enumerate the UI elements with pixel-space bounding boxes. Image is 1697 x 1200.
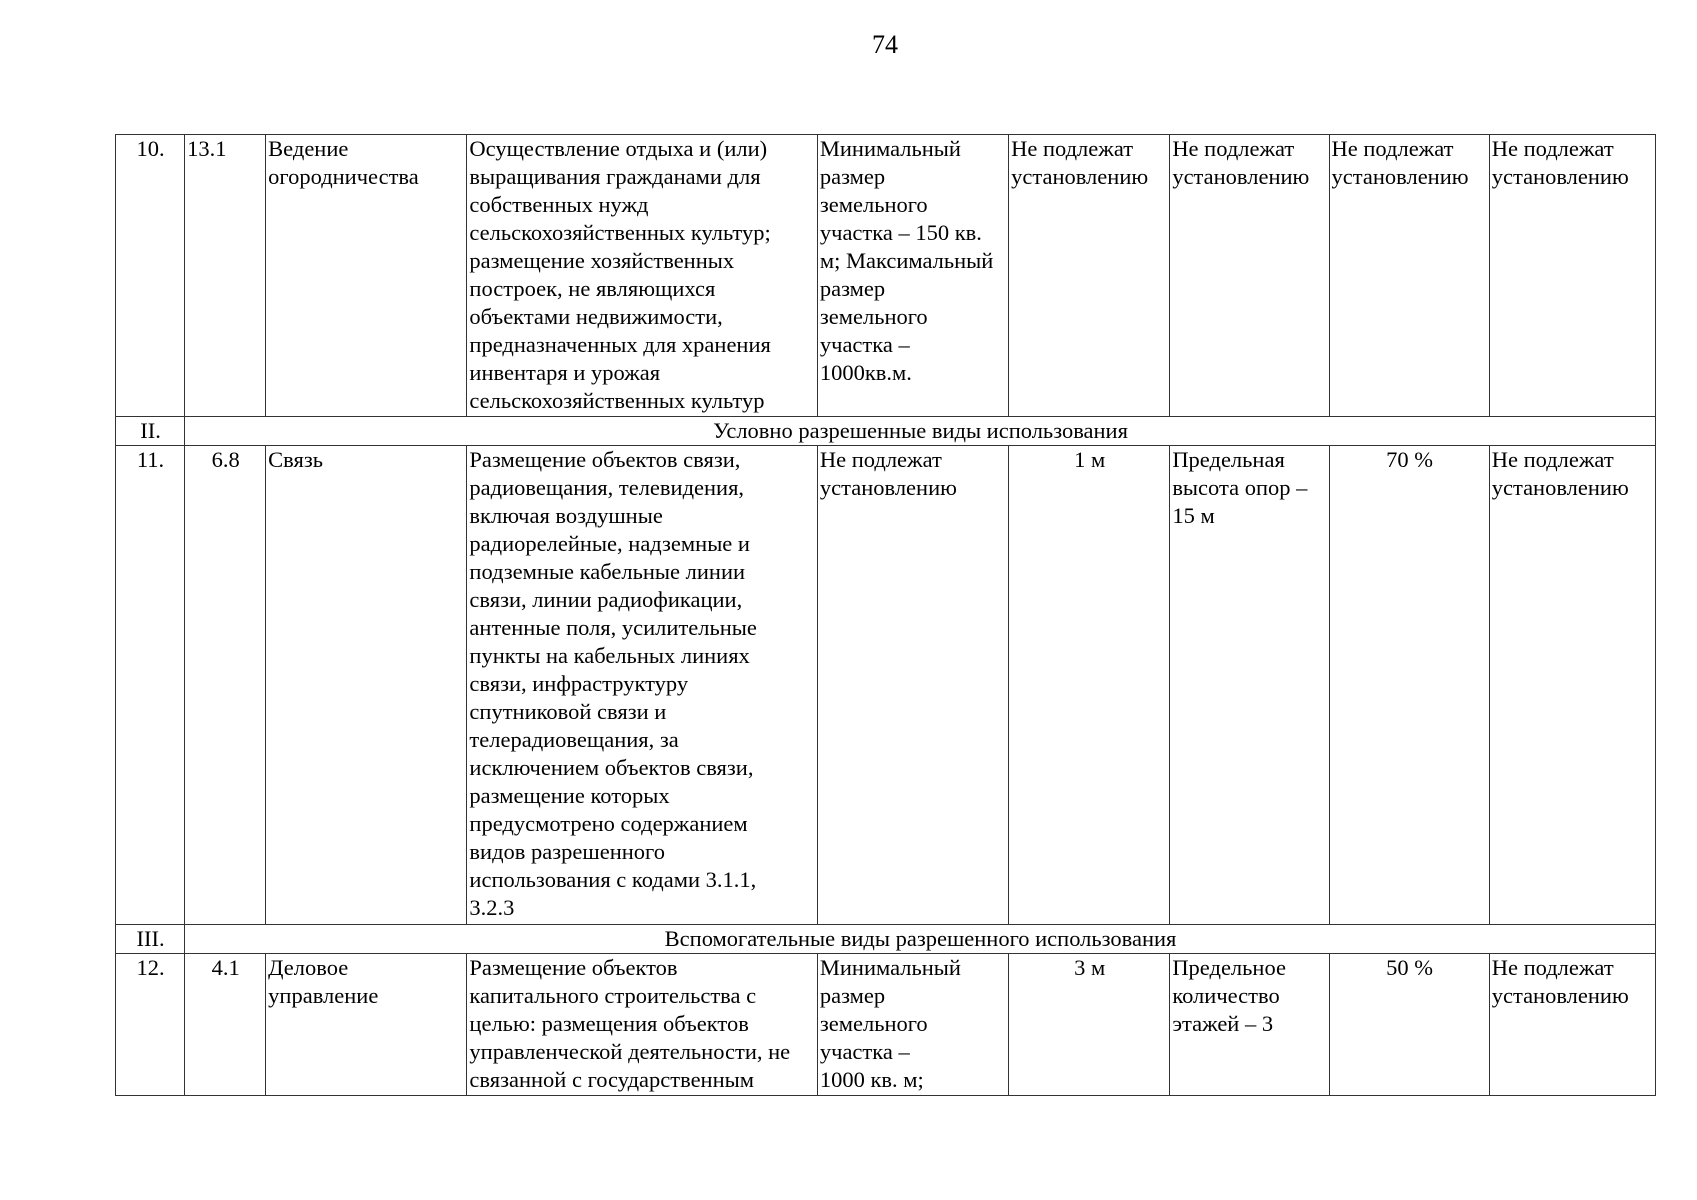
use-description: Размещение объектов капитального строительства с целью: размещения объектов управленческой деятельности, не связанной с государственным [467, 954, 817, 1096]
height-limit-cell: Предельное количество этажей – 3 [1170, 954, 1329, 1096]
section-number: II. [116, 417, 185, 446]
coverage-cell: 70 % [1329, 446, 1489, 925]
use-description: Осуществление отдыха и (или) выращивания гражданами для собственных нужд сельскохозяйственных культур; размещение хозяйственных построек, не являющихся объектами недвижимости, предназначенных для хранения инвентаря и урожая сельскохозяйственных культур [467, 135, 817, 417]
use-code: 4.1 [185, 954, 266, 1096]
setback-cell: 1 м [1009, 446, 1170, 925]
use-code: 13.1 [185, 135, 266, 417]
row-number: 10. [116, 135, 185, 417]
use-name: Связь [266, 446, 467, 925]
setback-cell: Не подлежат установлению [1009, 135, 1170, 417]
section-row [116, 925, 1656, 954]
section-row [116, 417, 1656, 446]
other-params-cell: Не подлежат установлению [1489, 954, 1655, 1096]
coverage-cell: 50 % [1329, 954, 1489, 1096]
use-name: Деловое управление [266, 954, 467, 1096]
other-params-cell: Не подлежат установлению [1489, 135, 1655, 417]
row-number: 12. [116, 954, 185, 1096]
table-row [116, 446, 1656, 925]
height-limit-cell: Не подлежат установлению [1170, 135, 1329, 417]
plot-size-cell: Не подлежат установлению [817, 446, 1008, 925]
use-code: 6.8 [185, 446, 266, 925]
use-description: Размещение объектов связи, радиовещания, телевидения, включая воздушные радиорелейные, надземные и подземные кабельные линии связи, линии радиофикации, антенные поля, усилительные пункты на кабельных линиях связи, инфраструктуру спутниковой связи и телерадиовещания, за исключением объектов связи, размещение которых предусмотрено содержанием видов разрешенного использования с кодами 3.1.1, 3.2.3 [467, 446, 817, 925]
section-title: Условно разрешенные виды использования [185, 417, 1656, 446]
table-row [116, 135, 1656, 417]
section-number: III. [116, 925, 185, 954]
setback-cell: 3 м [1009, 954, 1170, 1096]
coverage-cell: Не подлежат установлению [1329, 135, 1489, 417]
use-name: Ведение огородничества [266, 135, 467, 417]
plot-size-cell: Минимальный размер земельного участка – 1000 кв. м; [817, 954, 1008, 1096]
height-limit-cell: Предельная высота опор – 15 м [1170, 446, 1329, 925]
zoning-table [115, 134, 1656, 1096]
plot-size-cell: Минимальный размер земельного участка – 150 кв. м; Максимальный размер земельного участка – 1000кв.м. [817, 135, 1008, 417]
table-row [116, 954, 1656, 1096]
other-params-cell: Не подлежат установлению [1489, 446, 1655, 925]
row-number: 11. [116, 446, 185, 925]
page-number: 74 [872, 30, 898, 59]
section-title: Вспомогательные виды разрешенного использования [185, 925, 1656, 954]
